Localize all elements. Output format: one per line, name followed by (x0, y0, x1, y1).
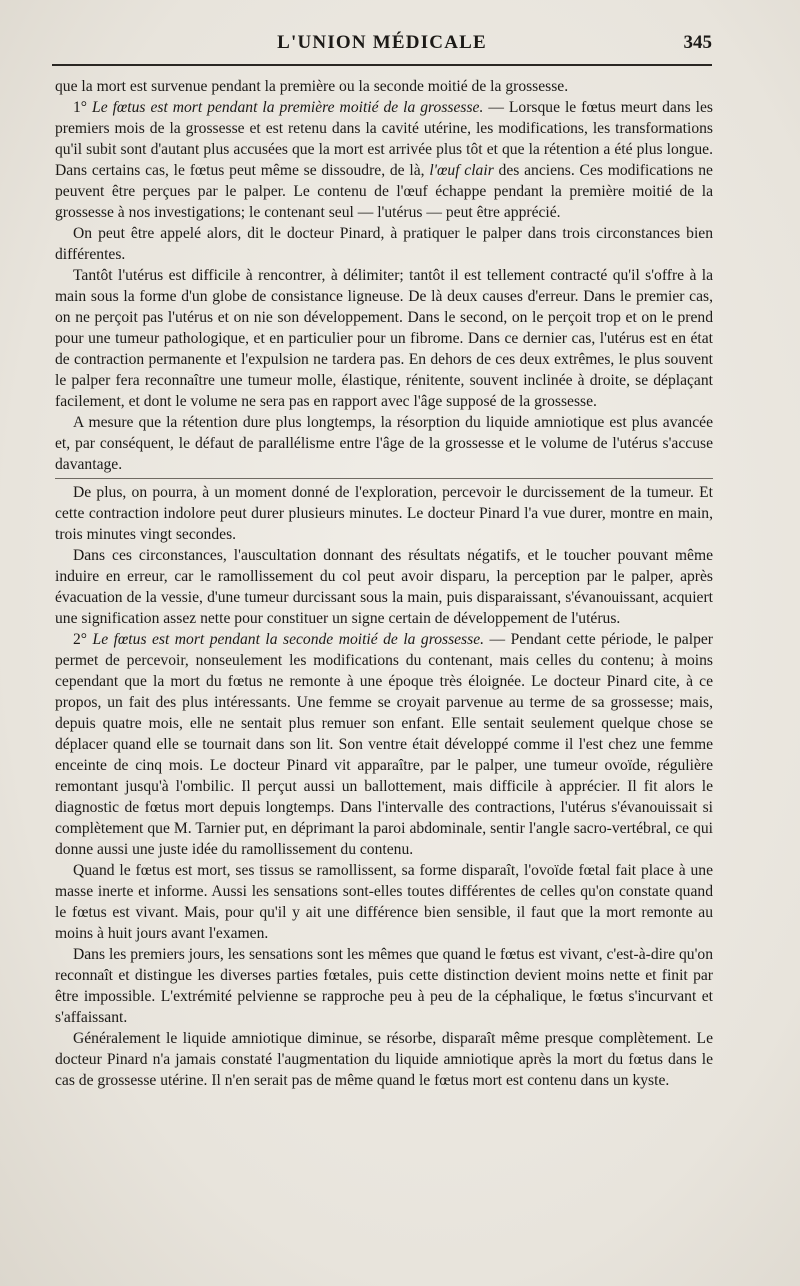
body-text (55, 76, 713, 1091)
paragraph-second-case (55, 629, 713, 860)
paragraph-2: des anciens. Ces modifications ne peuvent être perçues par le palper. Le contenu de l'œuf échappe pendant la première moitié de la grossesse à nos investigations; le contenant seul — l'utérus — peut être apprécié. (55, 162, 713, 221)
section-heading-2: Le fœtus est mort pendant la seconde moitié de la grossesse. (92, 631, 485, 648)
paragraph-9: Quand le fœtus est mort, ses tissus se ramollissent, sa forme disparaît, l'ovoïde fœtal fait place à une masse inerte et informe. Aussi les sensations sont-elles toutes différentes de celles qu'on constate quand le fœtus est vivant. Mais, pour qu'il y ait une différence bien sensible, il faut que la mort remonte au moins à huit jours avant l'examen. (55, 862, 713, 942)
section-number-2: 2° (73, 631, 88, 648)
paragraph-11: Généralement le liquide amniotique diminue, se résorbe, disparaît même presque complètement. Le docteur Pinard n'a jamais constaté l'augmentation du liquide amniotique après la mort du fœtus dans le cas de grossesse utérine. Il n'en serait pas de même quand le fœtus mort est contenu dans un kyste. (55, 1030, 713, 1089)
journal-title: L'UNION MÉDICALE (277, 32, 487, 53)
em-dash: — (488, 99, 504, 116)
paragraph-first-case (55, 97, 713, 223)
paragraph-1: Lorsque le fœtus meurt dans les premiers mois de la grossesse et est retenu dans la cavité utérine, les modifications, les transformations qu'il subit sont d'autant plus accusées que la mort est arrivée plus tôt et que la rétention a été plus longue. Dans certains cas, le fœtus peut même se dissoudre, de là, (55, 99, 713, 179)
page-number: 345 (683, 32, 712, 53)
paragraph-3: On peut être appelé alors, dit le docteur Pinard, à pratiquer le palper dans trois circonstances bien différentes. (55, 225, 713, 263)
paragraph-7: Dans ces circonstances, l'auscultation donnant des résultats négatifs, et le toucher pouvant même induire en erreur, car le ramollissement du col peut avoir disparu, la perception par le palper, après évacuation de la vessie, d'une tumeur durcissant sous la main, puis disparaissant, s'évanouissant, acquiert une signification assez nette pour constituer un signe certain de développement de l'utérus. (55, 547, 713, 627)
paragraph-0: que la mort est survenue pendant la première ou la seconde moitié de la grossesse. (55, 78, 569, 95)
paragraph-4: Tantôt l'utérus est difficile à rencontrer, à délimiter; tantôt il est tellement contracté qu'il s'offre à la main sous la forme d'un globe de consistance ligneuse. De là deux causes d'erreur. Dans le premier cas, on ne perçoit pas l'utérus et on nie son développement. Dans le second, on le perçoit trop et on le prend pour une tumeur pathologique, et en particulier pour un fibrome. Dans ce dernier cas, l'utérus est en état de contraction permanente et l'expulsion ne tardera pas. En dehors de ces deux extrêmes, le plus souvent le palper fera reconnaître une tumeur molle, élastique, rénitente, souvent inclinée à droite, se déplaçant facilement, et dont le volume ne sera pas en rapport avec l'âge supposé de la grossesse. (55, 267, 713, 410)
section-divider (55, 478, 713, 479)
paragraph-10: Dans les premiers jours, les sensations sont les mêmes que quand le fœtus est vivant, c'est-à-dire qu'on reconnaît et distingue les diverses parties fœtales, puis cette distinction devient moins nette et finit par être impossible. L'extrémité pelvienne se rapproche peu à peu de la céphalique, le fœtus s'incurvant et s'affaissant. (55, 946, 713, 1026)
paragraph-6: De plus, on pourra, à un moment donné de l'exploration, percevoir le durcissement de la tumeur. Et cette contraction indolore peut durer plusieurs minutes. Le docteur Pinard l'a vue durer, montre en main, trois minutes vingt secondes. (55, 484, 713, 543)
paragraph-8: Pendant cette période, le palper permet de percevoir, nonseulement les modifications du contenant, mais celles du contenu; à moins cependant que la mort du fœtus ne remonte à une époque très éloignée. Le docteur Pinard cite, à ce propos, un fait des plus intéressants. Une femme se croyait parvenue au terme de sa grossesse; mais, depuis quatre mois, elle ne sentait plus remuer son enfant. Elle sentait seulement quelque chose se déplacer quand elle se tournait dans son lit. Son ventre était développé comme il l'est chez une femme enceinte de cinq mois. Le docteur Pinard vit apparaître, par le palper, une tumeur ovoïde, régulière remontant jusqu'à l'ombilic. Il perçut aussi un ballottement, mais difficile à apprécier. Il fit alors le diagnostic de fœtus mort depuis longtemps. Dans l'intervalle des contractions, l'utérus s'évanouissait si complètement que M. Tarnier put, en déprimant la paroi abdominale, sentir l'angle sacro-vertébral, ce qui donne aussi une juste idée du ramollissement du contenu. (55, 631, 713, 858)
header-rule (52, 64, 712, 66)
section-number-1: 1° (73, 99, 88, 116)
page-header (52, 30, 712, 66)
section-heading-1: Le fœtus est mort pendant la première moitié de la grossesse. (92, 99, 484, 116)
em-dash-2: — (489, 631, 506, 648)
paragraph-5: A mesure que la rétention dure plus longtemps, la résorption du liquide amniotique est plus avancée et, par conséquent, le défaut de parallélisme entre l'âge de la grossesse et le volume de l'utérus s'accuse davantage. (55, 414, 713, 473)
oeuf-clair-term: l'œuf clair (429, 162, 494, 179)
